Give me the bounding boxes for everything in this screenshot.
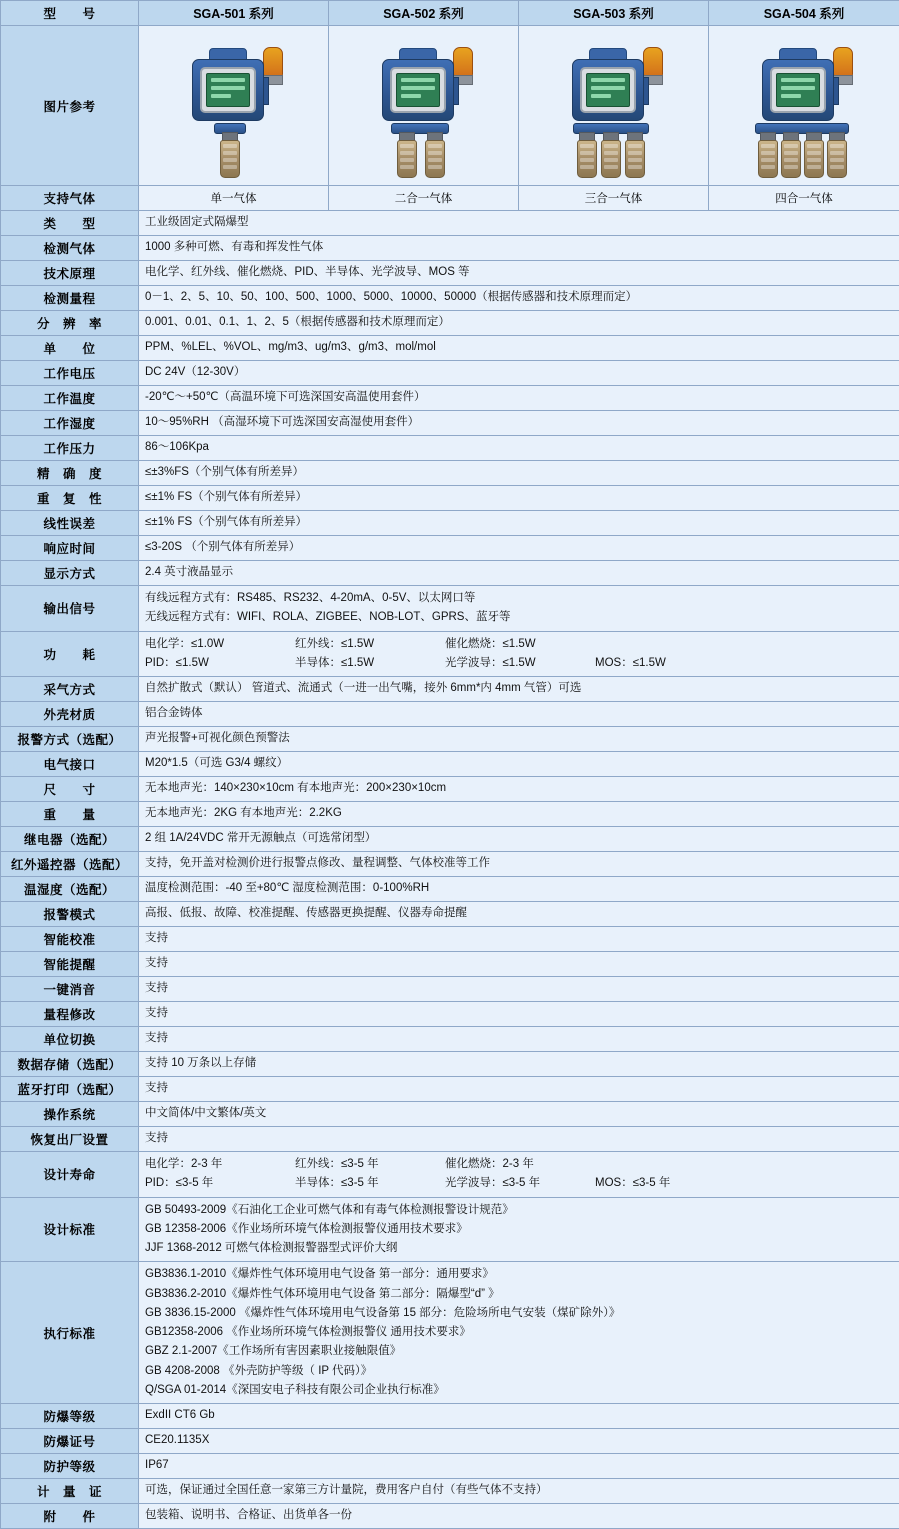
table-row: [1, 436, 899, 461]
detector-illustration: [349, 31, 499, 181]
row-value-design-life: [139, 1152, 899, 1198]
table-row: [1, 727, 899, 752]
row-label: 单 位: [1, 336, 139, 361]
sensor-probe: [827, 140, 847, 178]
row-label: 线性误差: [1, 511, 139, 536]
row-label: 精 确 度: [1, 461, 139, 486]
row-value: 86～106Kpa: [139, 436, 899, 461]
sensor-probe: [425, 140, 445, 178]
row-label: 红外遥控器（选配）: [1, 852, 139, 877]
row-label: 分 辨 率: [1, 311, 139, 336]
row-value: 2 组 1A/24VDC 常开无源触点（可选常闭型）: [139, 827, 899, 852]
table-row: [1, 1102, 899, 1127]
alarm-lamp-icon: [263, 47, 283, 77]
row-value: ExdII CT6 Gb: [139, 1404, 899, 1429]
table-row: [1, 1027, 899, 1052]
table-row: [1, 1454, 899, 1479]
table-row-design-life: [1, 1152, 899, 1198]
row-value: 2.4 英寸液晶显示: [139, 561, 899, 586]
row-label: 重 量: [1, 802, 139, 827]
table-row: [1, 511, 899, 536]
row-value: 支持: [139, 1127, 899, 1152]
life-semiconductor: 半导体：≤3-5 年: [295, 1174, 445, 1193]
design-standard-line: JJF 1368-2012 可燃气体检测报警器型式评价大纲: [145, 1239, 893, 1258]
row-label: 重 复 性: [1, 486, 139, 511]
sensor-probe: [781, 140, 801, 178]
row-label: 智能校准: [1, 927, 139, 952]
row-label: 防护等级: [1, 1454, 139, 1479]
table-row: [1, 1127, 899, 1152]
row-label: 单位切换: [1, 1027, 139, 1052]
row-value: 温度检测范围：-40 至+80℃ 湿度检测范围：0-100%RH: [139, 877, 899, 902]
row-value: PPM、%LEL、%VOL、mg/m3、ug/m3、g/m3、mol/mol: [139, 336, 899, 361]
exec-standard-line: GB 4208-2008 《外壳防护等级（ IP 代码）》: [145, 1362, 893, 1381]
table-row: [1, 336, 899, 361]
model-name-2: SGA-502 系列: [329, 1, 519, 26]
row-value: 电化学、红外线、催化燃烧、PID、半导体、光学波导、MOS 等: [139, 261, 899, 286]
sensor-probe: [577, 140, 597, 178]
table-row: [1, 677, 899, 702]
table-row: [1, 1002, 899, 1027]
table-row: [1, 927, 899, 952]
row-label: 显示方式: [1, 561, 139, 586]
row-label: 报警方式（选配）: [1, 727, 139, 752]
detector-illustration: [539, 31, 689, 181]
row-value: ≤±1% FS（个别气体有所差异）: [139, 486, 899, 511]
row-label-design-life: 设计寿命: [1, 1152, 139, 1198]
alarm-lamp-icon: [453, 47, 473, 77]
row-value: 工业级固定式隔爆型: [139, 211, 899, 236]
table-row: [1, 311, 899, 336]
row-label: 检测量程: [1, 286, 139, 311]
output-wireless: 无线远程方式有：WIFI、ROLA、ZIGBEE、NOB-LOT、GPRS、蓝牙等: [145, 608, 893, 627]
row-label: 温湿度（选配）: [1, 877, 139, 902]
row-value: 1000 多种可燃、有毒和挥发性气体: [139, 236, 899, 261]
table-row: [1, 1479, 899, 1504]
row-value: 支持: [139, 1027, 899, 1052]
gas-value-2: 二合一气体: [329, 186, 519, 211]
table-row: [1, 1404, 899, 1429]
table-row-gas: [1, 186, 899, 211]
table-row-images: [1, 26, 899, 186]
row-label: 类 型: [1, 211, 139, 236]
model-name-3: SGA-503 系列: [519, 1, 709, 26]
table-row: [1, 777, 899, 802]
row-label: 一键消音: [1, 977, 139, 1002]
row-value-design-standard: [139, 1197, 899, 1262]
power-semiconductor: 半导体：≤1.5W: [295, 654, 445, 673]
sensor-probe: [601, 140, 621, 178]
row-value: ≤3-20S （个别气体有所差异）: [139, 536, 899, 561]
row-value: CE20.1135X: [139, 1429, 899, 1454]
detector-screen: [586, 73, 630, 107]
row-label: 采气方式: [1, 677, 139, 702]
table-row: [1, 752, 899, 777]
exec-standard-line: GB 3836.15-2000 《爆炸性气体环境用电气设备第 15 部分：危险场所电气安装（煤矿除外）》: [145, 1304, 893, 1323]
power-catalytic: 催化燃烧：≤1.5W: [445, 635, 595, 654]
alarm-lamp-icon: [643, 47, 663, 77]
row-label-power: 功 耗: [1, 631, 139, 677]
detector-screen: [206, 73, 250, 107]
exec-standard-line: GB3836.2-2010《爆炸性气体环境用电气设备 第二部分：隔爆型“d” 》: [145, 1285, 893, 1304]
row-value: 支持，免开盖对检测价进行报警点修改、量程调整、气体校准等工作: [139, 852, 899, 877]
table-row: [1, 702, 899, 727]
table-row: [1, 852, 899, 877]
row-label: 量程修改: [1, 1002, 139, 1027]
row-label-image: 图片参考: [1, 26, 139, 186]
row-value: 包装箱、说明书、合格证、出货单各一份: [139, 1504, 899, 1529]
gas-value-3: 三合一气体: [519, 186, 709, 211]
row-value: IP67: [139, 1454, 899, 1479]
row-value: 10～95%RH （高湿环境下可选深国安高湿使用套件）: [139, 411, 899, 436]
detector-501-image: [139, 26, 329, 186]
table-row: [1, 386, 899, 411]
life-optical: 光学波导：≤3-5 年: [445, 1174, 595, 1193]
life-mos: MOS：≤3-5 年: [595, 1174, 745, 1193]
table-row: [1, 536, 899, 561]
row-label: 防爆证号: [1, 1429, 139, 1454]
alarm-lamp-icon: [833, 47, 853, 77]
row-value: 支持: [139, 1077, 899, 1102]
row-value: ≤±3%FS（个别气体有所差异）: [139, 461, 899, 486]
row-label-design-standard: 设计标准: [1, 1197, 139, 1262]
table-row: [1, 561, 899, 586]
row-value: 无本地声光：140×230×10cm 有本地声光：200×230×10cm: [139, 777, 899, 802]
table-row: [1, 952, 899, 977]
row-label: 外壳材质: [1, 702, 139, 727]
power-pid: PID：≤1.5W: [145, 654, 295, 673]
life-electrochemical: 电化学：2-3 年: [145, 1155, 295, 1174]
row-label: 恢复出厂设置: [1, 1127, 139, 1152]
gas-value-4: 四合一气体: [709, 186, 899, 211]
sensor-probe: [625, 140, 645, 178]
table-row: [1, 977, 899, 1002]
exec-standard-line: GB3836.1-2010《爆炸性气体环境用电气设备 第一部分：通用要求》: [145, 1265, 893, 1284]
row-label-model: 型 号: [1, 1, 139, 26]
row-label: 工作电压: [1, 361, 139, 386]
row-value: 支持: [139, 952, 899, 977]
row-label: 工作压力: [1, 436, 139, 461]
detector-504-image: [709, 26, 899, 186]
row-label: 计 量 证: [1, 1479, 139, 1504]
row-value: ≤±1% FS（个别气体有所差异）: [139, 511, 899, 536]
table-row: [1, 877, 899, 902]
gas-value-1: 单一气体: [139, 186, 329, 211]
row-value: 铝合金铸体: [139, 702, 899, 727]
row-value: DC 24V（12-30V）: [139, 361, 899, 386]
table-row: [1, 802, 899, 827]
table-row: [1, 902, 899, 927]
power-optical: 光学波导：≤1.5W: [445, 654, 595, 673]
row-value: 无本地声光：2KG 有本地声光：2.2KG: [139, 802, 899, 827]
power-infrared: 红外线：≤1.5W: [295, 635, 445, 654]
life-pid: PID：≤3-5 年: [145, 1174, 295, 1193]
table-row: [1, 461, 899, 486]
table-row: [1, 827, 899, 852]
row-value: 支持: [139, 927, 899, 952]
detector-screen: [776, 73, 820, 107]
row-label: 电气接口: [1, 752, 139, 777]
row-label: 报警模式: [1, 902, 139, 927]
detector-illustration: [729, 31, 879, 181]
table-row: [1, 261, 899, 286]
power-electrochemical: 电化学：≤1.0W: [145, 635, 295, 654]
row-value: 支持: [139, 1002, 899, 1027]
sensor-probe: [397, 140, 417, 178]
row-value: M20*1.5（可选 G3/4 螺纹）: [139, 752, 899, 777]
power-mos: MOS：≤1.5W: [595, 654, 745, 673]
life-catalytic: 催化燃烧：2-3 年: [445, 1155, 595, 1174]
row-label: 智能提醒: [1, 952, 139, 977]
table-row: [1, 1429, 899, 1454]
row-label: 响应时间: [1, 536, 139, 561]
table-row: [1, 486, 899, 511]
row-value: 高报、低报、故障、校准提醒、传感器更换提醒、仪器寿命提醒: [139, 902, 899, 927]
model-name-4: SGA-504 系列: [709, 1, 899, 26]
table-row: [1, 236, 899, 261]
design-standard-line: GB 50493-2009《石油化工企业可燃气体和有毒气体检测报警设计规范》: [145, 1201, 893, 1220]
row-value: 支持 10 万条以上存储: [139, 1052, 899, 1077]
table-row: [1, 1052, 899, 1077]
exec-standard-line: GBZ 2.1-2007《工作场所有害因素职业接触限值》: [145, 1342, 893, 1361]
life-infrared: 红外线：≤3-5 年: [295, 1155, 445, 1174]
row-value: 声光报警+可视化颜色预警法: [139, 727, 899, 752]
sensor-probe: [758, 140, 778, 178]
row-label-gas: 支持气体: [1, 186, 139, 211]
table-row-model: [1, 1, 899, 26]
exec-standard-line: GB12358-2006 《作业场所环境气体检测报警仪 通用技术要求》: [145, 1323, 893, 1342]
table-row-exec-standard: [1, 1262, 899, 1404]
row-value: 0.001、0.01、0.1、1、2、5（根据传感器和技术原理而定）: [139, 311, 899, 336]
row-value-power: [139, 631, 899, 677]
row-label: 尺 寸: [1, 777, 139, 802]
power-spacer: [595, 635, 745, 654]
row-label: 输出信号: [1, 586, 139, 632]
table-row: [1, 1504, 899, 1529]
row-label: 数据存储（选配）: [1, 1052, 139, 1077]
row-value-exec-standard: [139, 1262, 899, 1404]
row-value: -20℃～+50℃（高温环境下可选深国安高温使用套件）: [139, 386, 899, 411]
row-label: 技术原理: [1, 261, 139, 286]
row-label: 工作湿度: [1, 411, 139, 436]
row-label: 蓝牙打印（选配）: [1, 1077, 139, 1102]
row-label: 工作温度: [1, 386, 139, 411]
row-label: 继电器（选配）: [1, 827, 139, 852]
row-value: 0－1、2、5、10、50、100、500、1000、5000、10000、50000（根据传感器和技术原理而定）: [139, 286, 899, 311]
row-label: 防爆等级: [1, 1404, 139, 1429]
table-row: [1, 1077, 899, 1102]
table-row-output-signal: [1, 586, 899, 632]
design-standard-line: GB 12358-2006《作业场所环境气体检测报警仪通用技术要求》: [145, 1220, 893, 1239]
table-row-design-standard: [1, 1197, 899, 1262]
row-label: 操作系统: [1, 1102, 139, 1127]
detector-illustration: [159, 31, 309, 181]
row-value: 可选，保证通过全国任意一家第三方计量院，费用客户自付（有些气体不支持）: [139, 1479, 899, 1504]
table-row-power: [1, 631, 899, 677]
exec-standard-line: Q/SGA 01-2014《深国安电子科技有限公司企业执行标准》: [145, 1381, 893, 1400]
table-row: [1, 286, 899, 311]
row-label: 检测气体: [1, 236, 139, 261]
row-label: 附 件: [1, 1504, 139, 1529]
detector-503-image: [519, 26, 709, 186]
row-label-exec-standard: 执行标准: [1, 1262, 139, 1404]
detector-502-image: [329, 26, 519, 186]
sensor-probe: [220, 140, 240, 178]
sensor-probe: [804, 140, 824, 178]
row-value: 中文简体/中文繁体/英文: [139, 1102, 899, 1127]
row-value: 自然扩散式（默认） 管道式、流通式（一进一出气嘴，接外 6mm*内 4mm 气管）可选: [139, 677, 899, 702]
life-spacer: [595, 1155, 745, 1174]
detector-screen: [396, 73, 440, 107]
row-value: [139, 586, 899, 632]
row-value: 支持: [139, 977, 899, 1002]
model-name-1: SGA-501 系列: [139, 1, 329, 26]
output-wired: 有线远程方式有：RS485、RS232、4-20mA、0-5V、以太网口等: [145, 589, 893, 608]
table-row: [1, 211, 899, 236]
table-row: [1, 411, 899, 436]
table-row: [1, 361, 899, 386]
